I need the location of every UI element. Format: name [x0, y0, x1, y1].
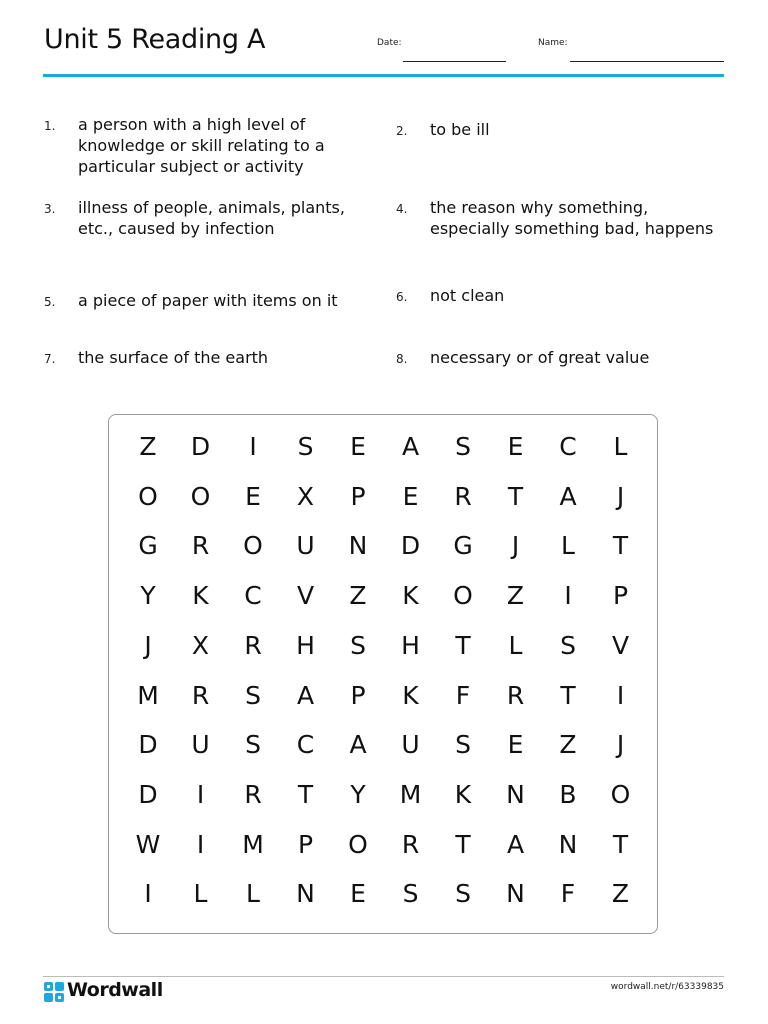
grid-letter[interactable]: A — [401, 432, 420, 461]
clue-text: a person with a high level of knowledge or skill relating to a particular subject or activity — [78, 115, 325, 176]
grid-letter[interactable]: O — [190, 481, 211, 511]
grid-letter[interactable]: Z — [139, 432, 157, 461]
grid-letter[interactable]: Z — [611, 879, 630, 909]
grid-letter[interactable]: O — [453, 581, 473, 611]
grid-letter[interactable]: A — [559, 481, 577, 511]
clue-text: illness of people, animals, plants, etc., caused by infection — [78, 198, 345, 238]
grid-letter[interactable]: U — [296, 531, 315, 561]
grid-letter[interactable]: G — [138, 531, 158, 561]
date-label: Date: — [377, 38, 402, 48]
clue-number: 5. — [44, 295, 56, 309]
clue-number: 2. — [396, 124, 408, 138]
grid-letter[interactable]: T — [612, 829, 629, 859]
grid-letter[interactable]: I — [616, 680, 625, 710]
grid-letter[interactable]: I — [249, 432, 257, 461]
clue-number: 6. — [396, 290, 408, 304]
grid-letter[interactable]: S — [297, 432, 314, 461]
name-field[interactable] — [570, 61, 724, 62]
grid-letter[interactable]: C — [559, 432, 577, 461]
clue-number: 8. — [396, 352, 408, 366]
name-label: Name: — [538, 38, 568, 48]
grid-letter[interactable]: L — [508, 630, 523, 660]
grid-letter[interactable]: D — [138, 779, 158, 809]
grid-letter[interactable]: U — [401, 730, 420, 760]
grid-letter[interactable]: K — [192, 581, 209, 611]
grid-letter[interactable]: I — [564, 581, 572, 611]
grid-letter[interactable]: N — [348, 531, 368, 561]
grid-letter[interactable]: K — [402, 680, 419, 710]
grid-letter[interactable]: O — [243, 531, 263, 561]
grid-letter[interactable]: T — [612, 531, 629, 561]
grid-letter[interactable]: S — [350, 630, 366, 660]
grid-letter[interactable]: S — [455, 730, 471, 760]
grid-letter[interactable]: A — [296, 680, 315, 710]
grid-letter[interactable]: G — [453, 531, 473, 561]
brand-name: Wordwall — [67, 979, 163, 1001]
grid-letter[interactable]: X — [296, 481, 315, 511]
grid-letter[interactable]: R — [191, 531, 210, 561]
grid-letter[interactable]: N — [506, 879, 525, 909]
grid-letter[interactable]: P — [297, 829, 314, 859]
grid-letter[interactable]: D — [190, 432, 211, 461]
grid-letter[interactable]: S — [455, 879, 471, 909]
grid-letter[interactable]: Z — [506, 581, 525, 611]
grid-letter[interactable]: B — [559, 779, 577, 809]
grid-letter[interactable]: O — [138, 481, 158, 511]
grid-letter[interactable]: S — [245, 730, 261, 760]
grid-letter[interactable]: W — [135, 829, 161, 859]
grid-letter[interactable]: P — [350, 680, 366, 710]
footer-url: wordwall.net/r/63339835 — [610, 982, 724, 992]
grid-letter[interactable]: E — [507, 432, 524, 461]
clue-number: 7. — [44, 352, 56, 366]
clue-text: to be ill — [430, 120, 490, 139]
grid-letter[interactable]: H — [296, 630, 315, 660]
grid-letter[interactable]: T — [297, 779, 314, 809]
grid-letter[interactable]: S — [245, 680, 261, 710]
grid-letter[interactable]: F — [455, 680, 471, 710]
grid-letter[interactable]: E — [350, 879, 366, 909]
grid-letter[interactable]: V — [296, 581, 315, 611]
grid-letter[interactable]: J — [511, 531, 520, 561]
grid-letter[interactable]: T — [455, 829, 471, 859]
grid-letter[interactable]: J — [616, 730, 625, 760]
grid-letter[interactable]: R — [506, 680, 525, 710]
grid-letter[interactable]: Z — [559, 730, 577, 760]
grid-letter[interactable]: I — [196, 829, 205, 859]
grid-letter[interactable]: S — [402, 879, 419, 909]
grid-letter[interactable]: E — [350, 432, 366, 461]
grid-letter[interactable]: V — [611, 630, 630, 660]
grid-letter[interactable]: A — [506, 829, 525, 859]
grid-letter[interactable]: E — [402, 481, 419, 511]
clue-number: 1. — [44, 119, 56, 133]
grid-letter[interactable]: Y — [140, 581, 156, 611]
grid-letter[interactable]: R — [454, 481, 472, 511]
grid-letter[interactable]: L — [613, 432, 628, 461]
grid-letter[interactable]: S — [455, 432, 471, 461]
grid-letter[interactable]: T — [560, 680, 576, 710]
wordwall-logo-icon — [44, 982, 64, 1002]
grid-letter[interactable]: N — [296, 879, 315, 909]
grid-letter[interactable]: I — [144, 879, 152, 909]
grid-letter[interactable]: J — [144, 630, 152, 660]
grid-letter[interactable]: R — [244, 630, 262, 660]
clue-text: not clean — [430, 286, 505, 305]
grid-letter[interactable]: M — [242, 829, 264, 859]
footer-divider — [43, 976, 724, 977]
grid-letter[interactable]: P — [612, 581, 629, 611]
grid-letter[interactable]: X — [191, 630, 210, 660]
grid-letter[interactable]: L — [193, 879, 208, 909]
clue-text: a piece of paper with items on it — [78, 291, 338, 310]
grid-letter[interactable]: H — [401, 630, 420, 660]
grid-letter[interactable]: F — [560, 879, 576, 909]
word-search-grid — [108, 414, 658, 934]
grid-letter[interactable]: R — [191, 680, 210, 710]
grid-letter[interactable]: N — [558, 829, 578, 859]
grid-letter[interactable]: O — [610, 779, 631, 809]
grid-letter[interactable]: J — [616, 481, 625, 511]
grid-letter[interactable]: D — [138, 730, 158, 760]
clue-text: the surface of the earth — [78, 348, 269, 367]
grid-letter[interactable]: K — [402, 581, 419, 611]
clue-number: 4. — [396, 202, 408, 216]
grid-letter[interactable]: C — [296, 730, 315, 760]
page-title: Unit 5 Reading A — [44, 24, 266, 55]
grid-letter[interactable]: A — [349, 730, 367, 760]
clue-number: 3. — [44, 202, 56, 216]
grid-letter[interactable]: R — [401, 829, 420, 859]
clue-text: the reason why something, especially something bad, happens — [430, 198, 714, 238]
grid-letter[interactable]: S — [560, 630, 576, 660]
grid-letter[interactable]: I — [196, 779, 205, 809]
grid-letter[interactable]: C — [244, 581, 262, 611]
grid-letter[interactable]: R — [244, 779, 262, 809]
grid-letter[interactable]: Y — [350, 779, 366, 809]
grid-letter[interactable]: T — [455, 630, 471, 660]
date-field[interactable] — [403, 61, 506, 62]
grid-letter[interactable]: E — [245, 481, 261, 511]
grid-letter[interactable]: D — [400, 531, 421, 561]
grid-letter[interactable]: K — [454, 779, 472, 809]
grid-letter[interactable]: L — [246, 879, 260, 909]
grid-letter[interactable]: T — [507, 481, 524, 511]
clue-text: necessary or of great value — [430, 348, 650, 367]
grid-letter[interactable]: M — [399, 779, 422, 809]
grid-letter[interactable]: N — [506, 779, 525, 809]
grid-letter[interactable]: U — [191, 730, 210, 760]
grid-letter[interactable]: O — [348, 829, 368, 859]
grid-letter[interactable]: P — [350, 481, 366, 511]
grid-letter[interactable]: E — [507, 730, 524, 760]
grid-letter[interactable]: Z — [349, 581, 367, 611]
header-divider — [43, 74, 724, 77]
grid-letter[interactable]: M — [137, 680, 159, 710]
grid-letter[interactable]: L — [561, 531, 575, 561]
